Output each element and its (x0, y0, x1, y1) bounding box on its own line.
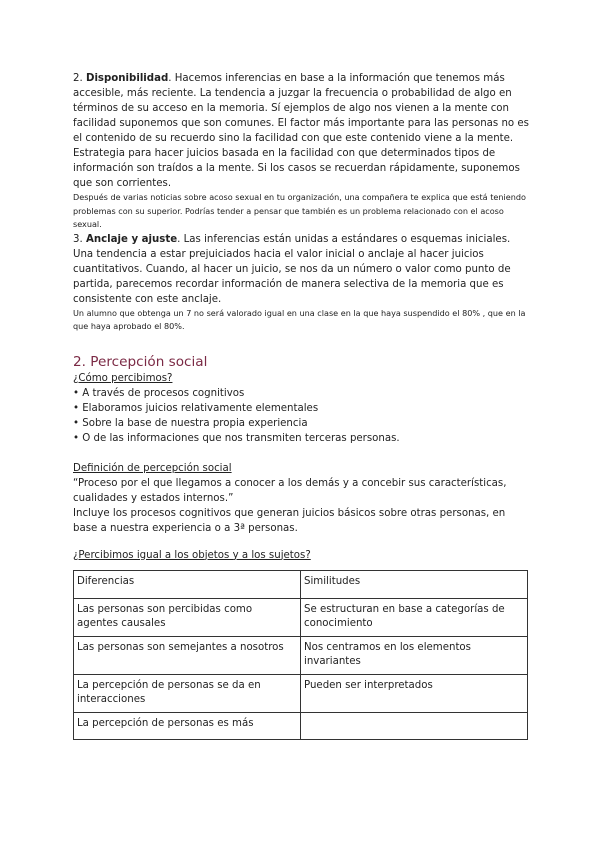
anclaje-text: . Las inferencias están unidas a estándares o esquemas iniciales. (177, 233, 511, 245)
definition-text: Incluye los procesos cognitivos que generan juicios básicos sobre otras personas, en base a nuestra experiencia o a 3ª personas. (73, 507, 506, 534)
table-header-cell: Diferencias (74, 570, 301, 598)
table-cell: Nos centramos en los elementos invariantes (301, 636, 528, 674)
definition-quote: “Proceso por el que llegamos a conocer a los demás y a concebir sus características, cualidades y estados internos.” (73, 477, 507, 504)
spacer (73, 446, 529, 461)
item-number: 2. (73, 73, 83, 84)
table-row (74, 712, 528, 739)
paragraph-anclaje (73, 232, 529, 247)
table-question: ¿Percibimos igual a los objetos y a los sujetos? (73, 549, 311, 561)
bullet-item: • Sobre la base de nuestra propia experiencia (73, 417, 308, 429)
table-cell (301, 712, 528, 739)
paragraph-anclaje-detail: Una tendencia a estar prejuiciados hacia el valor inicial o anclaje al hacer juicios cuantitativos. Cuando, al hacer un juicio, se nos da un número o valor como punto de partida, parecemos recordar información de manera selectiva de la memoria que es consistente con este anclaje. (73, 248, 511, 305)
document-content (73, 71, 529, 740)
example-anclaje: Un alumno que obtenga un 7 no será valorado igual en una clase en la que haya suspendido el 80% , que en la que haya aprobado el 80%. (73, 307, 526, 331)
table-header-cell: Similitudes (301, 570, 528, 598)
table-cell: Las personas son semejantes a nosotros (74, 636, 301, 674)
paragraph-disponibilidad (73, 71, 529, 191)
table-row (74, 636, 528, 674)
table-row (74, 674, 528, 712)
example-disponibilidad: Después de varias noticias sobre acoso sexual en tu organización, una compañera te explica que está teniendo problemas con su superior. Podrías tender a pensar que también es un problema relacionado con el acoso sexual. (73, 192, 526, 229)
comparison-table (73, 570, 528, 740)
section-heading: 2. Percepción social (73, 353, 208, 370)
table-cell: Pueden ser interpretados (301, 674, 528, 712)
disponibilidad-text: . Hacemos inferencias en base a la información que tenemos más accesible, más reciente. La tendencia a juzgar la frecuencia o probabilidad de algo en términos de su acceso en la memoria. Sí ejemplos de algo nos vienen a la mente con facilidad suponemos que son comunes. El factor más importante para las personas no es el contenido de su recuerdo sino la facilidad con que este contenido viene a la mente. Estrategia para hacer juicios basada en la facilidad con que determinados tipos de información son traídos a la mente. Si los casos se recuerdan rápidamente, suponemos que son corrientes. (73, 73, 529, 189)
bullet-item: • A través de procesos cognitivos (73, 387, 245, 399)
bullet-item: • O de las informaciones que nos transmiten terceras personas. (73, 432, 400, 444)
table-cell: La percepción de personas es más (74, 712, 301, 739)
how-question: ¿Cómo percibimos? (73, 372, 173, 384)
table-cell: La percepción de personas se da en interacciones (74, 674, 301, 712)
table-row (74, 598, 528, 636)
table-cell: Las personas son percibidas como agentes causales (74, 598, 301, 636)
definition-title: Definición de percepción social (73, 462, 232, 474)
bullet-item: • Elaboramos juicios relativamente elementales (73, 402, 319, 414)
item-number: 3. (73, 233, 83, 245)
term-anclaje: Anclaje y ajuste (85, 233, 178, 245)
spacer (73, 536, 529, 548)
term-disponibilidad: Disponibilidad (85, 73, 169, 84)
table-header-row (74, 570, 528, 598)
table-cell: Se estructuran en base a categorías de conocimiento (301, 598, 528, 636)
